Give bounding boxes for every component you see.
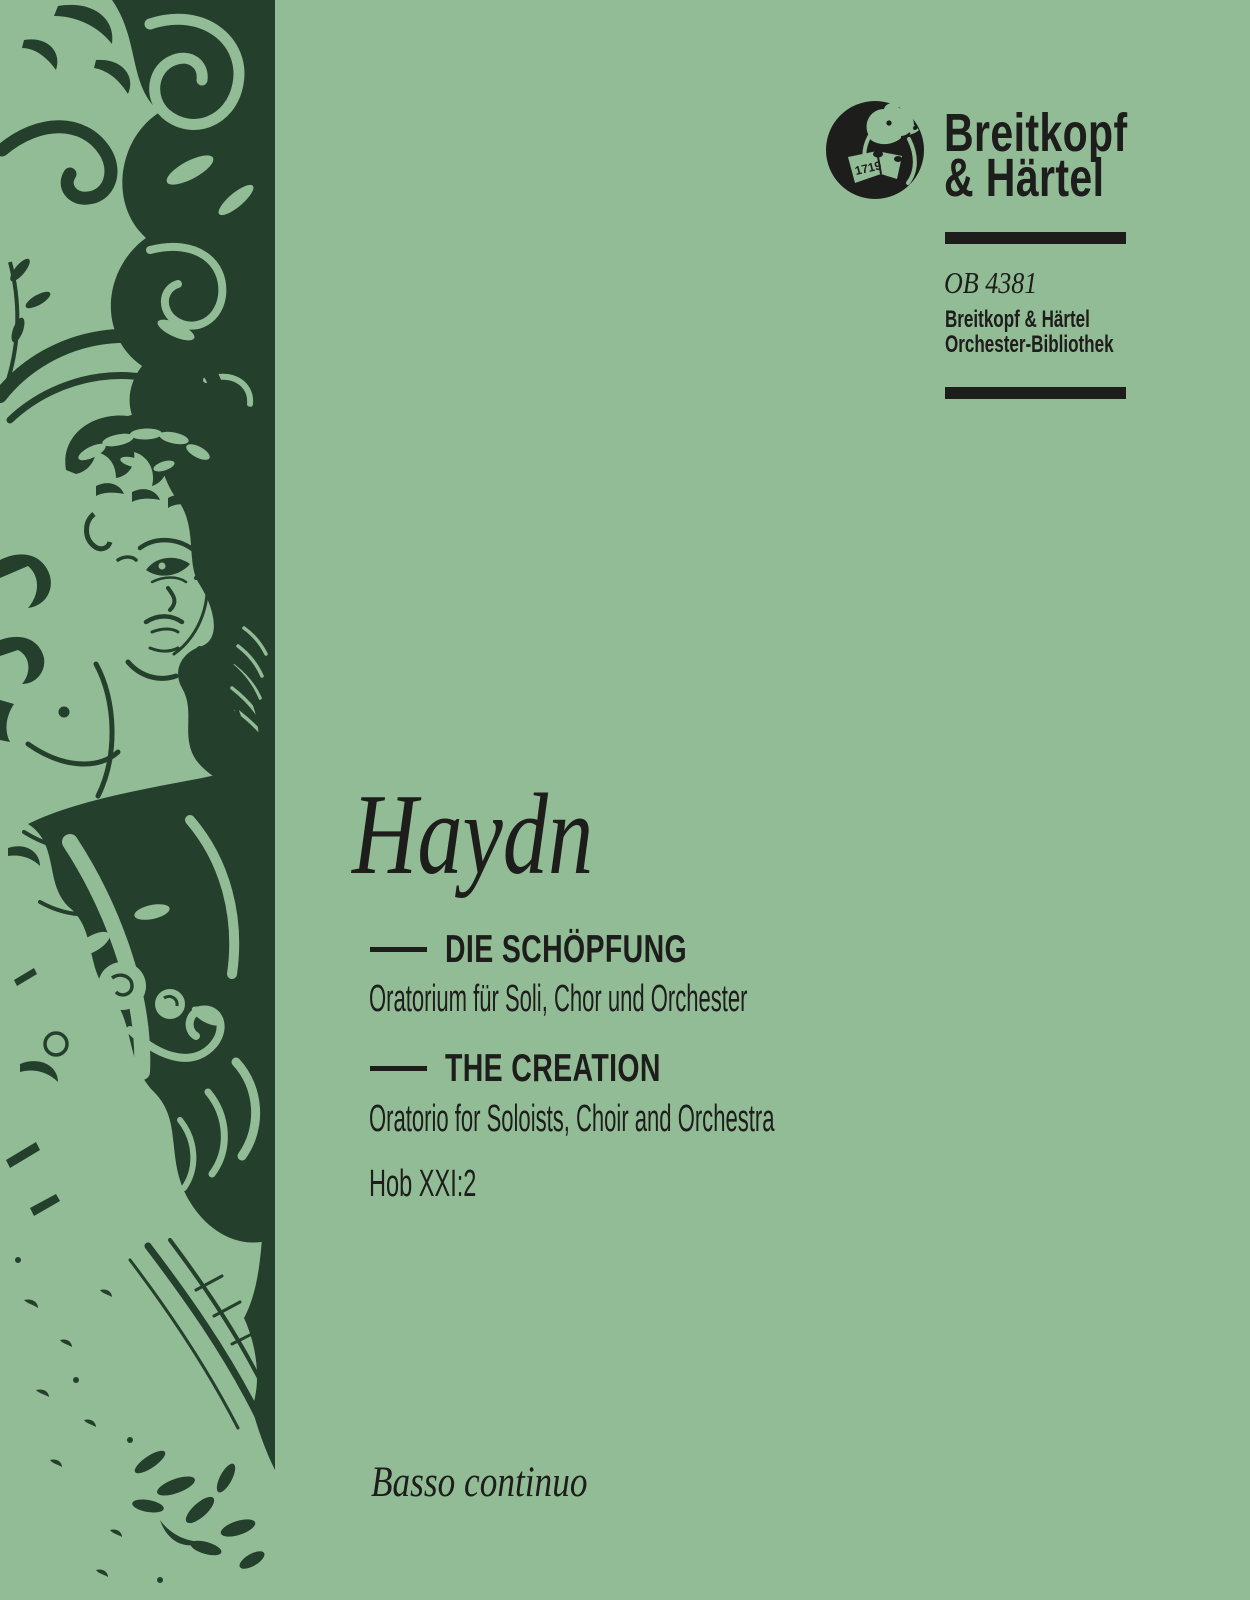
catalog-number: OB 4381 <box>944 265 1038 300</box>
logo-year: 1719 <box>853 158 883 178</box>
work-subtitle-german: Oratorium für Soli, Chor und Orchester <box>369 978 748 1020</box>
part-name: Basso continuo <box>371 1459 588 1506</box>
title-dash-english <box>370 1066 427 1071</box>
work-subtitle-english: Oratorio for Soloists, Choir and Orchestra <box>369 1098 775 1140</box>
work-title-english: THE CREATION <box>445 1047 661 1090</box>
hoboken-catalog-number: Hob XXI:2 <box>369 1163 477 1205</box>
publisher-logo <box>822 97 928 203</box>
title-dash-german <box>370 947 427 952</box>
series-name-line1: Breitkopf & Härtel <box>945 306 1090 333</box>
divider-rule-top <box>945 232 1126 244</box>
publisher-wordmark-line2: & Härtel <box>944 148 1105 208</box>
divider-rule-bottom <box>945 387 1126 399</box>
series-name-line2: Orchester-Bibliothek <box>945 331 1114 358</box>
composer-name: Haydn <box>352 771 594 899</box>
baroque-ornament-strip <box>0 0 275 1600</box>
publisher-wordmark-line1: Breitkopf <box>944 103 1128 163</box>
work-title-german: DIE SCHÖPFUNG <box>445 928 688 971</box>
